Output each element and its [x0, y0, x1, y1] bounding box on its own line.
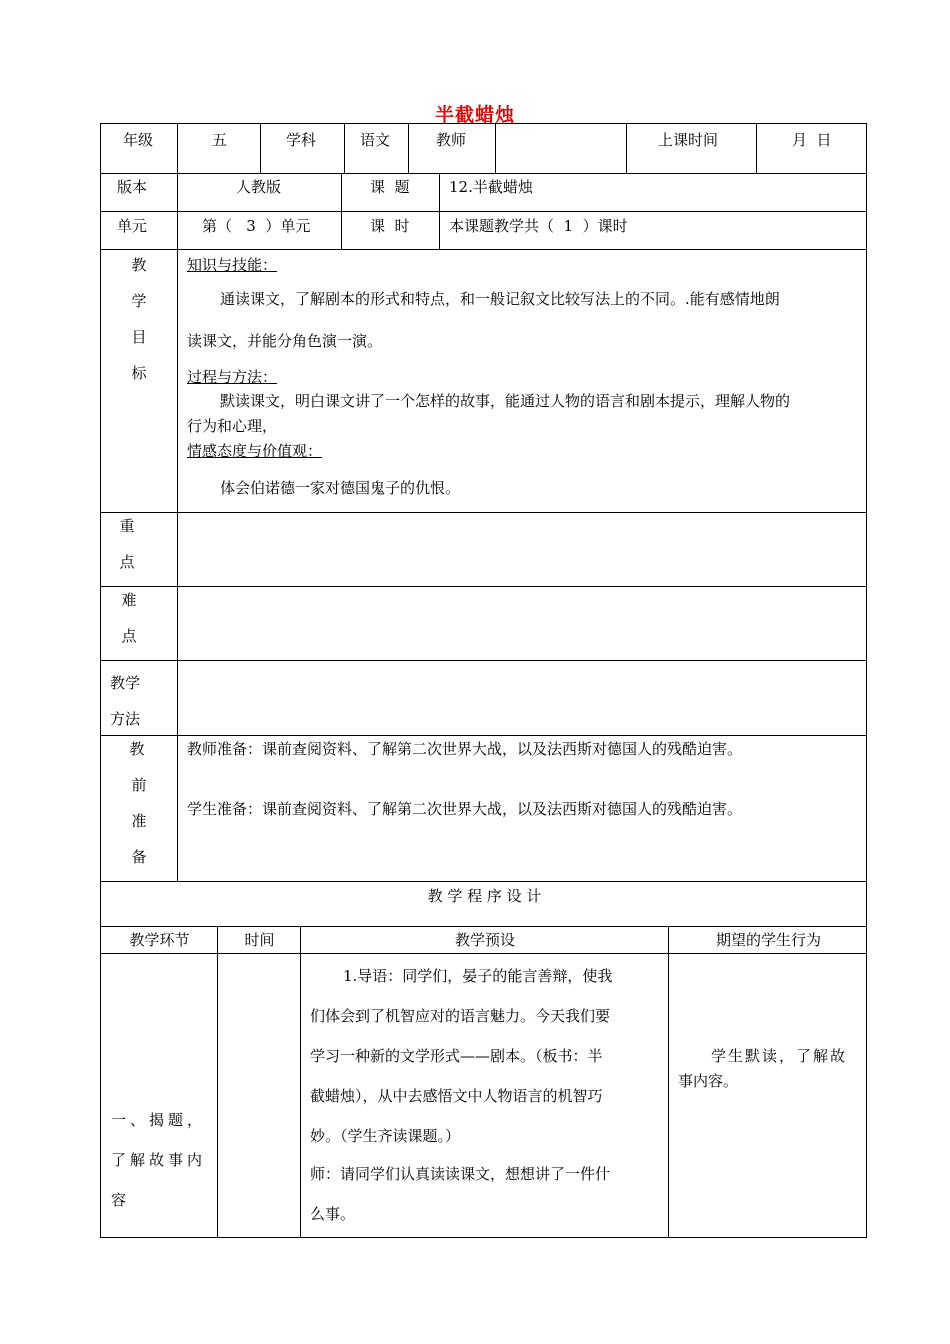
unit-value: 第（ 3 ）单元	[202, 217, 311, 235]
unit-value-cell	[177, 211, 341, 249]
period-value: 本课题教学共（ 1 ）课时	[449, 217, 628, 235]
key-points-content-cell	[177, 512, 867, 586]
process-text: 默读课文，明白课文讲了一个怎样的故事，能通过人物的语言和剧本提示，理解人物的	[220, 392, 791, 410]
topic-label: 课 题	[370, 178, 410, 196]
step1-plan-line: 们体会到了机智应对的语言魅力。今天我们要	[310, 1007, 611, 1025]
edition-label-cell	[100, 173, 177, 211]
difficulties-label-char: 难	[121, 591, 137, 609]
time-value: 月 日	[792, 131, 832, 149]
period-label-cell	[341, 211, 439, 249]
student-prep: 学生准备：课前查阅资料、了解第二次世界大战，以及法西斯对德国人的残酷迫害。	[187, 800, 743, 818]
step1-behavior-line: 学生默读，了解故	[711, 1047, 848, 1065]
col-header-text: 教学预设	[454, 931, 515, 949]
time-value-cell	[756, 123, 867, 173]
key-points-label-cell	[100, 512, 177, 586]
time-label: 上课时间	[658, 131, 719, 149]
goals-label-cell	[100, 249, 177, 512]
step1-plan-cell	[300, 953, 668, 1238]
difficulties-label-char: 点	[121, 627, 137, 645]
difficulties-label-cell	[100, 586, 177, 660]
goals-content-cell	[177, 249, 867, 512]
topic-label-cell	[341, 173, 439, 211]
method-content-cell	[177, 660, 867, 735]
method-label-line: 教学	[110, 674, 141, 692]
teacher-prep: 教师准备：课前查阅资料、了解第二次世界大战，以及法西斯对德国人的残酷迫害。	[187, 740, 743, 758]
topic-value-cell	[439, 173, 867, 211]
difficulties-content-cell	[177, 586, 867, 660]
grade-value: 五	[212, 131, 228, 149]
grade-value-cell	[177, 123, 260, 173]
knowledge-heading: 知识与技能：	[187, 256, 278, 274]
goals-label-char: 目	[131, 328, 147, 346]
step1-plan-line: 1.导语：同学们，晏子的能言善辩，使我	[343, 967, 613, 985]
step1-plan-line: 学习一种新的文学形式——剧本。（板书：半	[310, 1047, 603, 1065]
emotion-text: 体会伯诺德一家对德国鬼子的仇恨。	[220, 479, 461, 497]
period-label: 课 时	[370, 217, 410, 235]
process-heading: 过程与方法：	[187, 368, 278, 386]
subject-label-cell	[260, 123, 344, 173]
page-title: 半截蜡烛	[434, 104, 515, 126]
key-points-label-char: 点	[119, 553, 135, 571]
prep-label-char: 准	[131, 812, 147, 830]
step1-stage-line: 了解故事内	[111, 1151, 207, 1169]
col-header-behavior	[668, 926, 867, 953]
prep-label-char: 备	[131, 848, 147, 866]
prep-label-cell	[100, 735, 177, 881]
col-header-text: 时间	[244, 931, 275, 949]
step1-plan-line: 么事。	[310, 1205, 356, 1223]
teacher-label: 教师	[436, 131, 467, 149]
period-value-cell	[439, 211, 867, 249]
edition-label: 版本	[117, 178, 148, 196]
knowledge-text: 通读课文，了解剧本的形式和特点，和一般记叙文比较写法上的不同。.能有感情地朗	[220, 290, 780, 308]
col-header-stage	[100, 926, 217, 953]
prep-label-char: 教	[129, 740, 145, 758]
step1-behavior-cell	[668, 953, 867, 1238]
unit-label: 单元	[117, 217, 148, 235]
unit-label-cell	[100, 211, 177, 249]
grade-label: 年级	[123, 131, 154, 149]
topic-value: 12.半截蜡烛	[449, 178, 533, 196]
edition-value: 人教版	[236, 178, 282, 196]
goals-label-char: 教	[131, 256, 147, 274]
method-label-line: 方法	[110, 710, 141, 728]
key-points-label-char: 重	[119, 517, 135, 535]
edition-value-cell	[177, 173, 341, 211]
teacher-label-cell	[408, 123, 495, 173]
prep-content-cell	[177, 735, 867, 881]
subject-value-cell	[344, 123, 408, 173]
goals-label-char: 标	[131, 364, 147, 382]
knowledge-text: 读课文，并能分角色演一演。	[187, 332, 383, 350]
step1-behavior-line: 事内容。	[678, 1072, 739, 1090]
prep-label-char: 前	[131, 776, 147, 794]
col-header-plan	[300, 926, 668, 953]
col-header-time	[217, 926, 300, 953]
col-header-text: 教学环节	[129, 931, 190, 949]
teacher-value-cell	[495, 123, 626, 173]
step1-stage-line: 一、揭题，	[111, 1111, 207, 1129]
emotion-heading: 情感态度与价值观：	[187, 442, 323, 460]
grade-label-cell	[100, 123, 177, 173]
step1-plan-line: 妙。（学生齐读课题。）	[310, 1127, 461, 1145]
step1-time-cell	[217, 953, 300, 1238]
step1-stage-line: 容	[111, 1191, 127, 1209]
step1-stage-cell	[100, 953, 217, 1238]
design-heading: 教 学 程 序 设 计	[427, 887, 542, 905]
subject-label: 学科	[286, 131, 317, 149]
col-header-text: 期望的学生行为	[715, 931, 821, 949]
process-text: 行为和心理，	[187, 417, 278, 435]
step1-plan-line: 师：请同学们认真读读课文，想想讲了一件什	[310, 1165, 611, 1183]
design-heading-cell	[100, 881, 867, 926]
goals-label-char: 学	[131, 292, 147, 310]
method-label-cell	[100, 660, 177, 735]
step1-plan-line: 截蜡烛），从中去感悟文中人物语言的机智巧	[310, 1087, 603, 1105]
time-label-cell	[626, 123, 756, 173]
subject-value: 语文	[360, 131, 391, 149]
